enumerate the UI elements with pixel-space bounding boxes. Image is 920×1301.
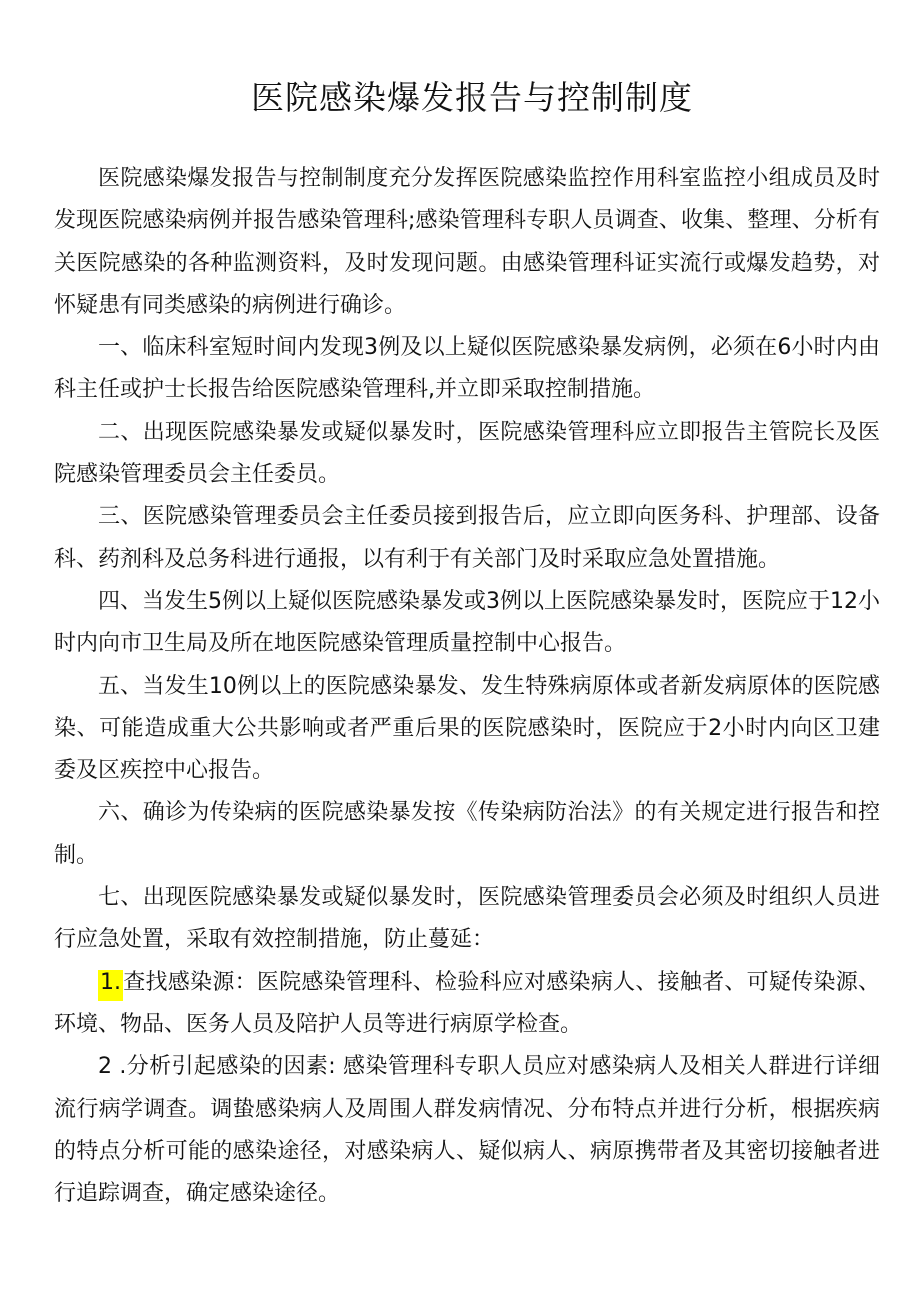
item-2-paragraph: 二、出现医院感染暴发或疑似暴发时，医院感染管理科应立即报告主管院长及医院感染管理委员会主任委员。 <box>54 419 880 488</box>
document-title: 医院感染爆发报告与控制制度 <box>251 78 693 117</box>
item-1-paragraph: 一、临床科室短时间内发现3例及以上疑似医院感染暴发病例，必须在6小时内由科主任或护士长报告给医院感染管理科,并立即采取控制措施。 <box>54 335 880 403</box>
intro-paragraph: 医院感染爆发报告与控制制度充分发挥医院感染监控作用科室监控小组成员及时发现医院感染病例并报告感染管理科;感染管理科专职人员调查、收集、整理、分析有关医院感染的各种监测资料，及时发现问题。由感染管理科证实流行或爆发趋势，对怀疑患有同类感染的病例进行确诊。 <box>54 166 880 318</box>
subitem-2-number: 2 <box>98 1054 112 1080</box>
subitem-2-text: .分析引起感染的因素: 感染管理科专职人员应对感染病人及相关人群进行详细流行病学调查。调蛰感染病人及周围人群发病情况、分布特点并进行分析，根据疾病的特点分析可能的感染途径，对感染病人、疑似病人、病原携带者及其密切接触者进行追踪调查，确定感染途径。 <box>54 1054 880 1207</box>
subitem-2-paragraph <box>54 1046 880 1215</box>
subitem-1-number: 1. <box>98 970 123 1001</box>
item-5-paragraph: 五、当发生10例以上的医院感染暴发、发生特殊病原体或者新发病原体的医院感染、可能造成重大公共影响或者严重后果的医院感染时，医院应于2小时内向区卫建委及区疾控中心报告。 <box>54 673 880 784</box>
item-6-paragraph: 六、确诊为传染病的医院感染暴发按《传染病防治法》的有关规定进行报告和控制。 <box>54 800 880 868</box>
subitem-1-text: 查找感染源：医院感染管理科、检验科应对感染病人、接触者、可疑传染源、环境、物品、医务人员及陪护人员等进行病原学检查。 <box>54 969 880 1037</box>
item-4-paragraph: 四、当发生5例以上疑似医院感染暴发或3例以上医院感染暴发时，医院应于12小时内向市卫生局及所在地医院感染管理质量控制中心报告。 <box>54 588 880 657</box>
item-7-paragraph: 七、出现医院感染暴发或疑似暴发时，医院感染管理委员会必须及时组织人员进行应急处置，采取有效控制措施，防止蔓延： <box>54 885 880 953</box>
subitem-1-paragraph <box>54 962 880 1047</box>
item-3-paragraph: 三、医院感染管理委员会主任委员接到报告后，应立即向医务科、护理部、设备科、药剂科及总务科进行通报，以有利于有关部门及时采取应急处置措施。 <box>54 504 880 572</box>
